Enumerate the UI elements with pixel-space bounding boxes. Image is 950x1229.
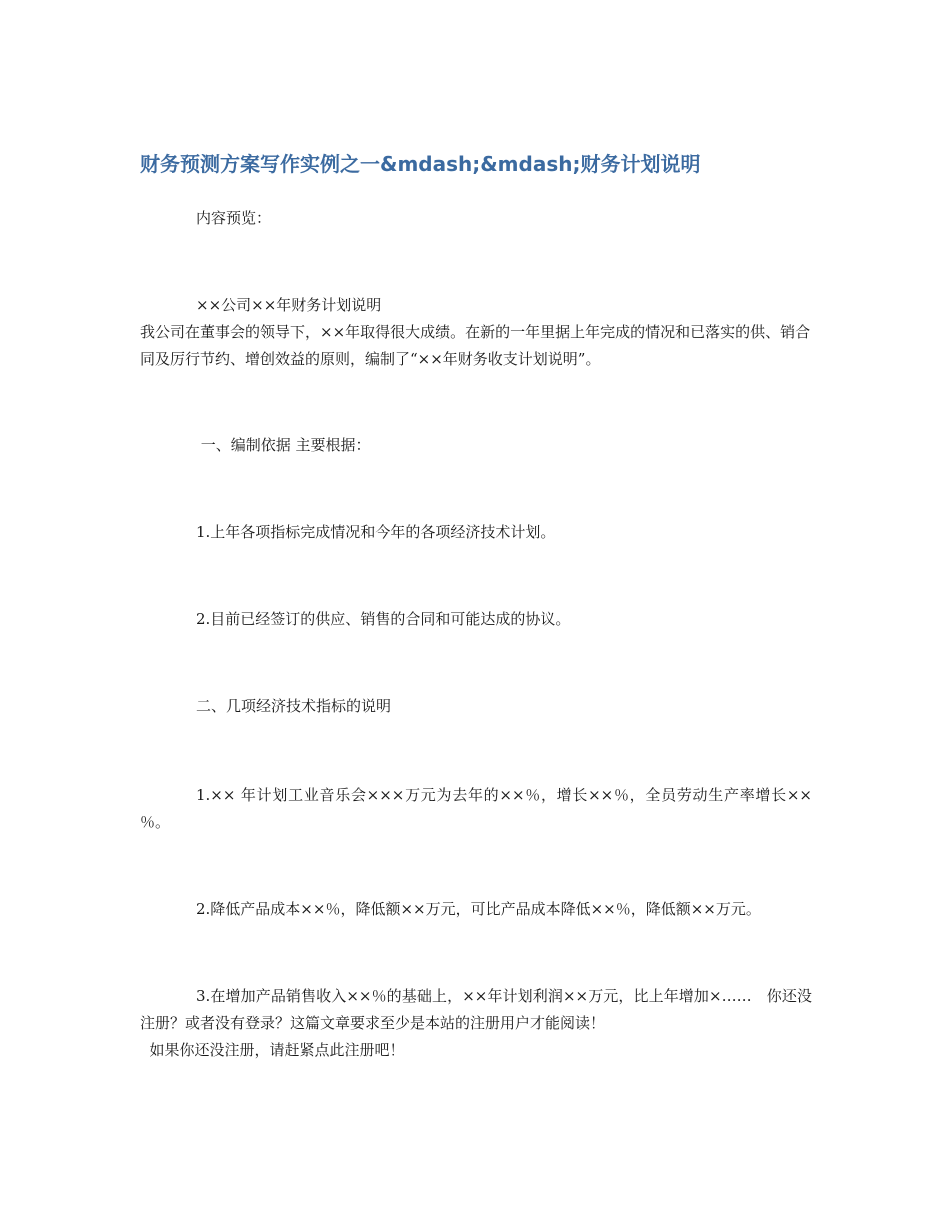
section-1-item-2: 2.目前已经签订的供应、销售的合同和可能达成的协议。 (196, 610, 571, 628)
section-1-heading: 一、编制依据 主要根据： (196, 436, 371, 454)
section-2-heading: 二、几项经济技术指标的说明 (196, 697, 392, 715)
intro-paragraph: 我公司在董事会的领导下，××年取得很大成绩。在新的一年里据上年完成的情况和已落实的供、销合同及厉行节约、增创效益的原则，编制了“××年财务收支计划说明”。 (140, 323, 811, 368)
section-2-item-1: 1.×× 年计划工业音乐会×××万元为去年的××％，增长××％，全员劳动生产率增长×× ％。 (140, 786, 812, 831)
preview-label: 内容预览： (196, 209, 272, 227)
register-link[interactable]: 如果你还没注册，请赶紧点此注册吧！ (140, 1041, 405, 1059)
report-subheading: ××公司××年财务计划说明 (196, 296, 382, 314)
section-2-item-3-block (140, 983, 812, 1064)
section-2-item-3: 3.在增加产品销售收入××％的基础上，××年计划利润××万元，比上年增加×…… 你还没注册？或者没有登录？这篇文章要求至少是本站的注册用户才能阅读！ (140, 987, 812, 1032)
section-1-item-1: 1.上年各项指标完成情况和今年的各项经济技术计划。 (196, 523, 556, 541)
section-2-item-2: 2.降低产品成本××％，降低额××万元，可比产品成本降低××％，降低额××万元。 (196, 900, 761, 918)
document-title: 财务预测方案写作实例之一&mdash;&mdash;财务计划说明 (140, 152, 701, 176)
